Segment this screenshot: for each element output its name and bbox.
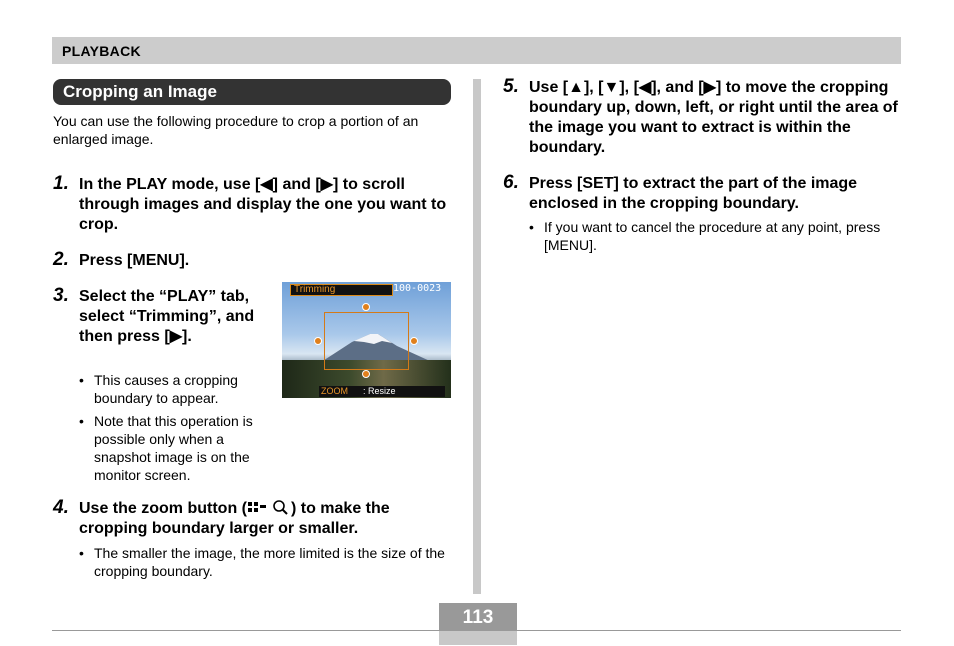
- section-header-label: PLAYBACK: [62, 43, 141, 59]
- trimming-label: [290, 284, 393, 296]
- zoom-wide-icon: [248, 501, 270, 515]
- step-6-bullet-1: • If you want to cancel the procedure at any point, press [MENU].: [529, 218, 889, 254]
- arrow-down-icon: [362, 370, 370, 378]
- zoom-hint-bar: [319, 386, 445, 397]
- step-1-text: In the PLAY mode, use [◀] and [▶] to scroll through images and display the one you want to crop.: [79, 176, 447, 233]
- trimming-label-text: Trimming: [294, 284, 336, 295]
- step-4-text-before: Use the zoom button (: [79, 500, 247, 517]
- header-bar: [52, 37, 901, 64]
- zoom-label: ZOOM: [321, 386, 348, 396]
- step-4-text: [79, 499, 454, 539]
- cropping-boundary: [324, 312, 409, 370]
- step-3-bullet-1: • This causes a cropping boundary to appear.: [79, 371, 269, 407]
- arrow-up-icon: [362, 303, 370, 311]
- section-title: Cropping an Image: [63, 82, 217, 101]
- step-5-text: Use [▲], [▼], [◀], and [▶] to move the cropping boundary up, down, left, or right until the area of the image you want to extract is within the boundary.: [529, 79, 898, 156]
- step-3-number: 3.: [53, 285, 69, 306]
- camera-screen-image: [282, 282, 451, 398]
- step-3-text: Select the “PLAY” tab, select “Trimming”, and then press [▶].: [79, 288, 255, 345]
- arrow-right-icon: [410, 337, 418, 345]
- page-number-box: [439, 603, 517, 645]
- step-2-number: 2.: [53, 249, 69, 270]
- zoom-tele-icon: [272, 499, 290, 515]
- step-5-number: 5.: [503, 76, 519, 97]
- step-4-bullet-1: • The smaller the image, the more limited is the size of the cropping boundary.: [79, 544, 459, 580]
- step-6-text: Press [SET] to extract the part of the image enclosed in the cropping boundary.: [529, 175, 858, 212]
- step-4-text-after: ) to make the cropping boundary larger or smaller.: [79, 500, 390, 537]
- section-title-bar: [53, 79, 451, 105]
- step-4-number: 4.: [53, 497, 69, 518]
- step-2-text: Press [MENU].: [79, 252, 190, 269]
- step-1-number: 1.: [53, 173, 69, 194]
- file-number: 100-0023: [393, 283, 442, 294]
- column-divider: [473, 79, 481, 594]
- intro-text: You can use the following procedure to crop a portion of an enlarged image.: [53, 113, 419, 147]
- resize-label: : Resize: [363, 386, 396, 396]
- page-number: 113: [462, 607, 494, 628]
- arrow-left-icon: [314, 337, 322, 345]
- step-3-bullet-2: • Note that this operation is possible only when a snapshot image is on the monitor screen.: [79, 412, 274, 484]
- step-6-number: 6.: [503, 172, 519, 193]
